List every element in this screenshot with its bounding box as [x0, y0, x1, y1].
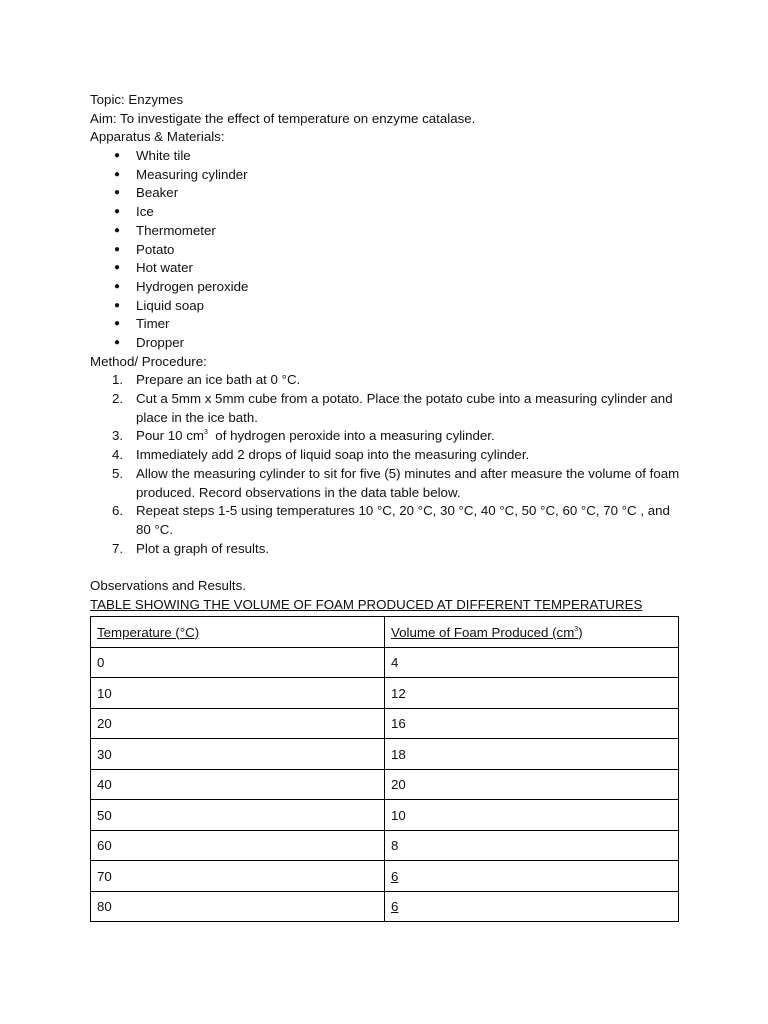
apparatus-item: [90, 334, 680, 353]
table-row: [91, 830, 679, 861]
method-step: [90, 465, 680, 502]
volume-value: 20: [391, 777, 406, 793]
apparatus-item-label: Liquid soap: [136, 297, 205, 313]
apparatus-item: [90, 222, 680, 241]
step-text: Allow the measuring cylinder to sit for five (5) minutes and after measure the volume of foam produced. Record observations in the data table below.: [136, 465, 680, 500]
apparatus-item-label: Ice: [136, 204, 154, 220]
method-step: [90, 427, 680, 446]
bullet-icon: ●: [114, 187, 121, 199]
method-step: [90, 371, 680, 390]
temperature-cell: 30: [91, 739, 385, 770]
bullet-icon: ●: [114, 336, 121, 348]
method-step: [90, 446, 680, 465]
method-step: [90, 390, 680, 427]
bullet-icon: ●: [114, 318, 121, 330]
table-row: [91, 739, 679, 770]
apparatus-item-label: Beaker: [136, 185, 179, 201]
volume-value: 6: [391, 868, 399, 884]
apparatus-item-label: Hydrogen peroxide: [136, 278, 249, 294]
spacer: [90, 558, 680, 577]
step-text-pre: Pour 10 cm: [136, 428, 204, 444]
apparatus-item: [90, 297, 680, 316]
step-number: 5.: [112, 465, 124, 481]
step-number: 7.: [112, 540, 124, 556]
temperature-cell: 0: [91, 647, 385, 678]
volume-cell: [385, 739, 679, 770]
apparatus-item: [90, 259, 680, 278]
table-header-row: [91, 617, 679, 648]
step-text: Immediately add 2 drops of liquid soap into the measuring cylinder.: [136, 447, 530, 463]
apparatus-item: [90, 315, 680, 334]
apparatus-item: [90, 278, 680, 297]
volume-cell: [385, 830, 679, 861]
volume-value: 18: [391, 746, 406, 762]
step-number: 6.: [112, 503, 124, 519]
step-number: 3.: [112, 428, 124, 444]
temperature-cell: 80: [91, 891, 385, 922]
table-row: [91, 769, 679, 800]
step-text: Cut a 5mm x 5mm cube from a potato. Place the potato cube into a measuring cylinder and place in the ice bath.: [136, 391, 673, 425]
volume-cell: [385, 769, 679, 800]
bullet-icon: ●: [114, 280, 121, 292]
document-page: [90, 91, 680, 922]
topic-line: Topic: Enzymes: [90, 92, 184, 107]
volume-value: 16: [391, 716, 406, 732]
bullet-icon: ●: [114, 168, 121, 180]
header-volume-sup: 3: [574, 625, 579, 633]
aim-line: Aim: To investigate the effect of temperature on enzyme catalase.: [90, 110, 476, 126]
step-text-sup: 3: [204, 429, 208, 437]
bullet-icon: ●: [114, 150, 121, 162]
apparatus-list: [90, 147, 680, 353]
temperature-cell: 40: [91, 769, 385, 800]
method-steps-list: [90, 371, 680, 558]
method-step: [90, 540, 680, 559]
table-title: TABLE SHOWING THE VOLUME OF FOAM PRODUCED AT DIFFERENT TEMPERATURES: [90, 596, 643, 612]
volume-cell: [385, 861, 679, 892]
volume-cell: [385, 891, 679, 922]
method-step: [90, 502, 680, 539]
step-number: 1.: [112, 372, 124, 388]
volume-cell: [385, 678, 679, 709]
bullet-icon: ●: [114, 224, 121, 236]
table-row: [91, 708, 679, 739]
apparatus-item-label: Dropper: [136, 334, 185, 350]
apparatus-item: [90, 147, 680, 166]
header-volume: [385, 617, 679, 648]
volume-cell: [385, 647, 679, 678]
results-table: [90, 616, 679, 922]
volume-value: 12: [391, 685, 406, 701]
temperature-cell: 20: [91, 708, 385, 739]
step-text: Prepare an ice bath at 0 °C.: [136, 372, 301, 388]
apparatus-item-label: White tile: [136, 148, 191, 164]
temperature-cell: 10: [91, 678, 385, 709]
table-row: [91, 800, 679, 831]
bullet-icon: ●: [114, 243, 121, 255]
method-heading: Method/ Procedure:: [90, 353, 207, 369]
table-row: [91, 678, 679, 709]
temperature-cell: 70: [91, 861, 385, 892]
apparatus-item: [90, 184, 680, 203]
volume-cell: [385, 708, 679, 739]
header-volume-close: ): [578, 624, 583, 640]
apparatus-item-label: Potato: [136, 241, 175, 257]
volume-value: 6: [391, 899, 399, 915]
apparatus-item-label: Timer: [136, 316, 170, 332]
temperature-cell: 50: [91, 800, 385, 831]
volume-value: 4: [391, 655, 399, 671]
apparatus-item-label: Measuring cylinder: [136, 166, 248, 182]
step-number: 2.: [112, 391, 124, 407]
apparatus-item-label: Hot water: [136, 260, 193, 276]
bullet-icon: ●: [114, 206, 121, 218]
step-text-post: of hydrogen peroxide into a measuring cylinder.: [207, 428, 495, 444]
apparatus-item: [90, 166, 680, 185]
observations-heading: Observations and Results.: [90, 578, 246, 594]
header-temperature: Temperature (°C): [91, 617, 385, 648]
apparatus-item: [90, 203, 680, 222]
table-row: [91, 861, 679, 892]
apparatus-heading: Apparatus & Materials:: [90, 129, 225, 145]
table-row: [91, 891, 679, 922]
volume-value: 8: [391, 838, 399, 854]
volume-value: 10: [391, 807, 406, 823]
volume-cell: [385, 800, 679, 831]
step-text: Repeat steps 1-5 using temperatures 10 °C, 20 °C, 30 °C, 40 °C, 50 °C, 60 °C, 70 °C , and 80 °C.: [136, 503, 670, 537]
step-text: Plot a graph of results.: [136, 540, 270, 556]
bullet-icon: ●: [114, 299, 121, 311]
apparatus-item: [90, 241, 680, 260]
table-row: [91, 647, 679, 678]
step-number: 4.: [112, 447, 124, 463]
header-volume-text: Volume of Foam Produced (cm: [391, 624, 575, 640]
temperature-cell: 60: [91, 830, 385, 861]
apparatus-item-label: Thermometer: [136, 222, 216, 238]
bullet-icon: ●: [114, 262, 121, 274]
